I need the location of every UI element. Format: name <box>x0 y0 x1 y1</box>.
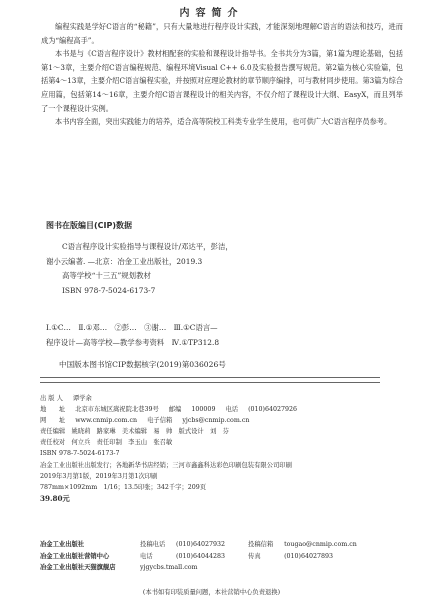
cip-entry-line: C语言程序设计实验指导与课程设计/邓达平，彭洁， <box>62 242 233 251</box>
store-url: yjgycbs.tmall.com <box>140 564 198 571</box>
cip-heading: 图书在版编目(CIP)数据 <box>46 221 133 230</box>
contact-value: (010)64027932 <box>176 541 226 548</box>
contact-row <box>40 539 400 551</box>
return-note: (本书如有印装质量问题，本社营销中心负责退换) <box>142 589 281 596</box>
contact-label: 投稿电话 <box>140 541 166 548</box>
phone: (010)64027926 <box>248 406 298 414</box>
contact-org: 冶金工业出版社营销中心 <box>40 552 110 560</box>
cip-number: 中国版本图书馆CIP数据核字(2019)第036026号 <box>59 360 226 369</box>
staff-line: 责任编辑 姚晓莉 路家琳 美术编辑 易 帅 版式设计 刘 芬 <box>40 428 229 436</box>
email: yjcbs@cnmip.com.cn <box>182 417 250 425</box>
contacts <box>40 539 400 574</box>
cip-entry-line: 谢小云编著. —北京：冶金工业出版社，2019.3 <box>46 256 203 266</box>
email-label: 电子信箱 <box>147 417 173 425</box>
postcode-label: 邮编 <box>168 406 182 414</box>
divider <box>40 382 380 383</box>
website: www.cnmip.com.cn <box>75 417 138 425</box>
price: 39.80元 <box>40 493 70 503</box>
contact-value: tougao@cnmip.com.cn <box>284 541 357 548</box>
contact-org: 冶金工业出版社 <box>40 541 85 548</box>
format-line: 787mm×1092mm 1/16；13.5印张；342千字；209页 <box>40 483 207 491</box>
intro-text <box>41 20 403 129</box>
divider <box>40 377 380 378</box>
publisher-label: 出 版 人 <box>40 395 63 402</box>
edition-line: 2019年3月第1版，2019年3月第1次印刷 <box>40 472 158 480</box>
intro-title: 内容简介 <box>179 8 244 19</box>
contact-value: (010)64027893 <box>284 552 334 560</box>
intro-paragraph: 本书是与《C语言程序设计》教材相配套的实验和课程设计指导书。全书共分为3篇，第1篇为理论基础，包括第1～3章，主要介绍C语言编程规范、编程环境Visual C++ 6.0及实验报告撰写规范。第2篇为核心实验篇，包括第4～13章，主要介绍C语言编程实验，并按照对应理论教材的章节顺序编排，可与教材同步使用。第3篇为综合应用篇，包括第14～16章，主要介绍C语言课程设计的相关内容，不仅介绍了课程设计大纲、EasyX，而且列举了一个课程设计实例。 <box>41 49 403 113</box>
cip-subject-line: Ⅰ.①C… Ⅱ.①邓… ②彭… ③谢… Ⅲ.①C语言— <box>46 323 218 332</box>
contact-label: 传真 <box>248 552 261 560</box>
address-row <box>40 404 400 415</box>
website-label: 网 址 <box>40 417 66 425</box>
contact-value: (010)64044283 <box>176 552 226 560</box>
address-label: 地 址 <box>40 406 66 414</box>
publisher-name: 谭学余 <box>72 395 92 402</box>
staff-line: 责任校对 何立兵 责任印制 李玉山 张召敏 <box>40 439 173 447</box>
cip-subject <box>46 321 386 350</box>
cip-entry <box>46 240 386 298</box>
isbn-line: ISBN 978-7-5024-6173-7 <box>40 450 120 458</box>
phone-label: 电话 <box>225 406 239 414</box>
address: 北京市东城区嵩祝院北巷39号 <box>75 406 159 414</box>
contact-org: 冶金工业出版社天猫旗舰店 <box>40 564 116 571</box>
publisher-info <box>40 393 400 504</box>
cip-isbn: ISBN 978-7-5024-6173-7 <box>62 285 156 295</box>
publisher-row <box>40 393 400 404</box>
contact-row <box>40 562 400 574</box>
cip-subject-line: 程序设计—高等学校—教学参考资料 Ⅳ.①TP312.8 <box>46 337 220 347</box>
contact-label: 电话 <box>140 552 153 560</box>
website-row <box>40 415 400 426</box>
intro-paragraph: 编程实践是学好C语言的“秘籍”，只有大量地进行程序设计实践，才能深刻地理解C语言的语法和技巧，进而成为“编程高手”。 <box>41 22 403 45</box>
distribution-line: 冶金工业出版社出版发行；各地新华书店经销；三河市鑫鑫科达彩色印刷包装有限公司印刷 <box>40 461 292 469</box>
postcode: 100009 <box>191 406 216 414</box>
cip-series: 高等学校“十三五”规划教材 <box>62 271 151 280</box>
intro-paragraph: 本书内容全面，突出实践能力的培养，适合高等院校工科类专业学生使用，也可供广大C语言程序员参考。 <box>55 117 392 127</box>
contact-label: 投稿信箱 <box>248 541 274 548</box>
contact-row <box>40 551 400 563</box>
